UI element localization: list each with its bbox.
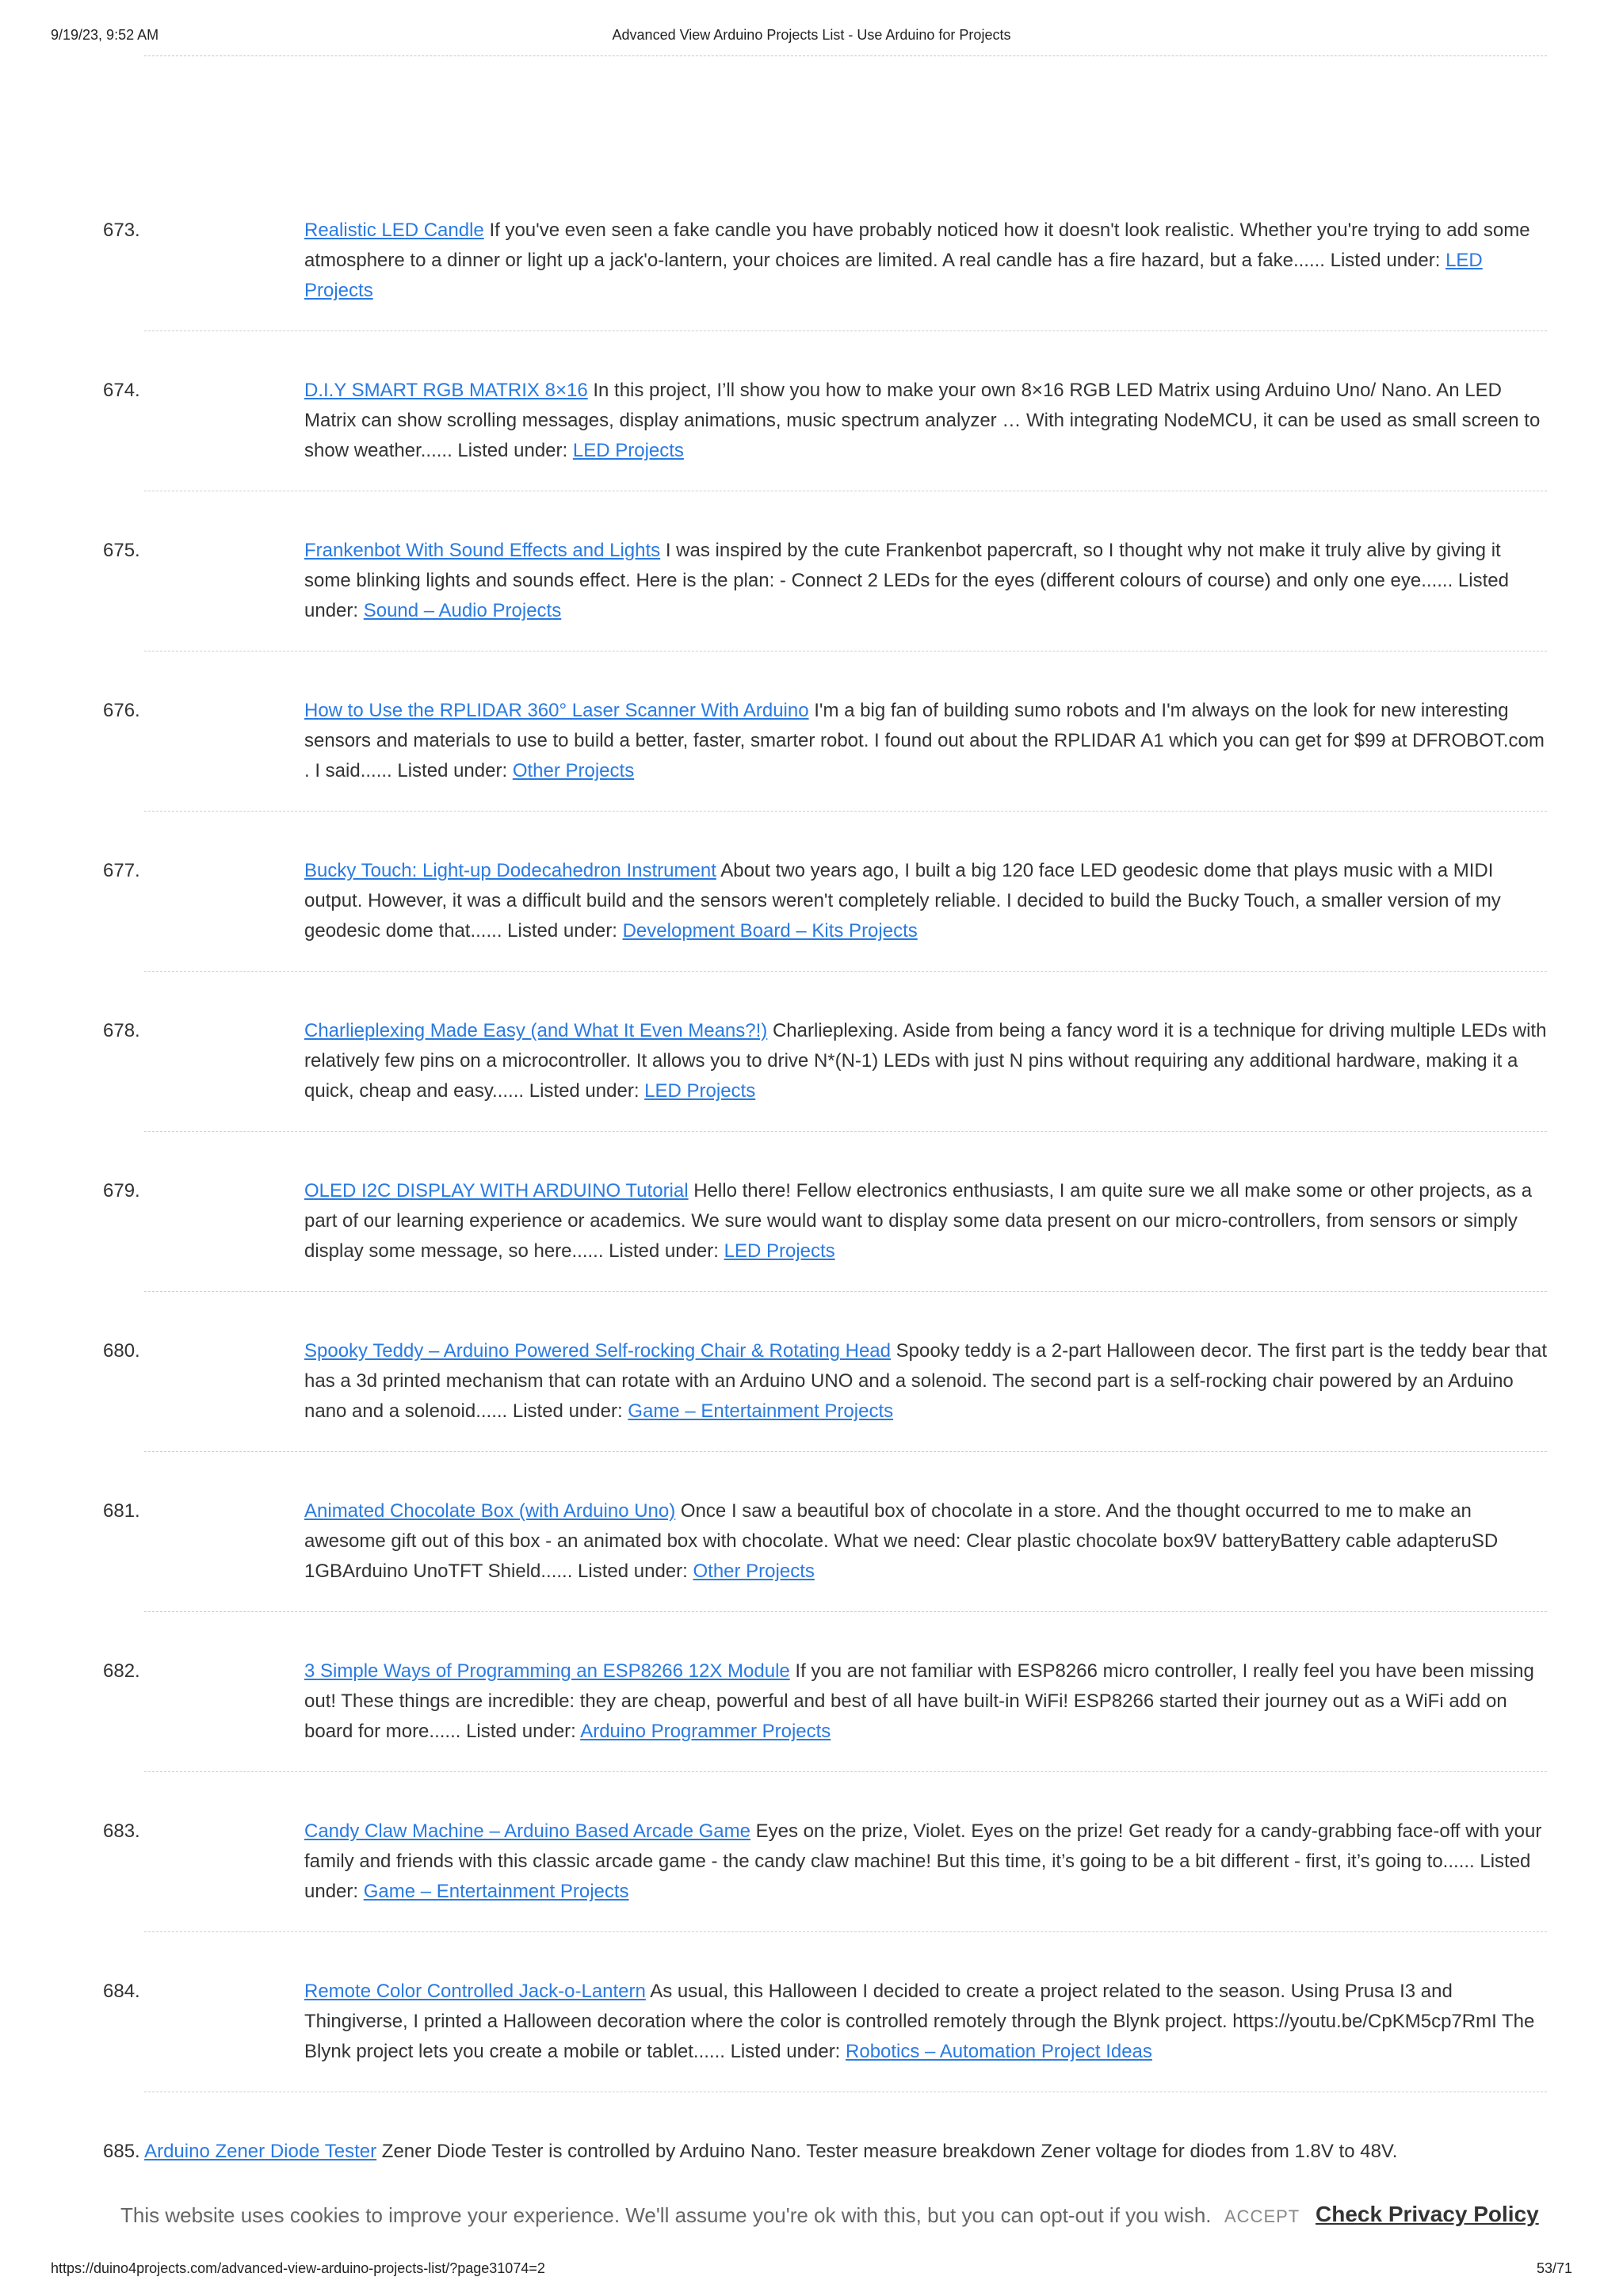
list-item [103, 1656, 1547, 1772]
print-footer [51, 2260, 1572, 2284]
project-link[interactable]: Charlieplexing Made Easy (and What It Even Means?!) [304, 1020, 768, 1041]
item-number: 678. [103, 1020, 140, 1041]
project-link[interactable]: Remote Color Controlled Jack-o-Lantern [304, 1981, 646, 2002]
project-link[interactable]: Spooky Teddy – Arduino Powered Self-rocking Chair & Rotating Head [304, 1340, 891, 1362]
item-description: Eyes on the prize, Violet. Eyes on the prize! Get ready for a candy-grabbing face-off with your family and friends with this classic arcade game - the candy claw machine! But this time, it’s going to be a bit different - first, it’s going to...... Listed under: [304, 1820, 1542, 1902]
item-description: If you are not familiar with ESP8266 micro controller, I really feel you have been missing out! These things are incredible: they are cheap, powerful and best of all have built-in WiFi! ESP8266 started their journey out as a WiFi add on board for more...... Listed under: [304, 1660, 1534, 1742]
category-link[interactable]: Robotics – Automation Project Ideas [846, 2041, 1152, 2062]
divider [144, 55, 1547, 56]
category-link[interactable]: Game – Entertainment Projects [628, 1400, 894, 1422]
item-description: If you've even seen a fake candle you have probably noticed how it doesn't look realistic. Whether you're trying to add some atmosphere to a dinner or light up a jack'o-lantern, your choices are limited. A real candle has a fire hazard, but a fake...... Listed under: [304, 220, 1530, 271]
list-item [103, 1817, 1547, 1932]
cookie-banner [0, 2192, 1623, 2240]
project-link[interactable]: OLED I2C DISPLAY WITH ARDUINO Tutorial [304, 1180, 689, 1201]
accept-button[interactable]: ACCEPT [1224, 2206, 1300, 2226]
item-description: I was inspired by the cute Frankenbot papercraft, so I thought why not make it truly alive by giving it some blinking lights and sounds effect. Here is the plan: - Connect 2 LEDs for the eyes (different colours of course) and only one eye...... Listed under: [304, 540, 1509, 621]
project-link[interactable]: D.I.Y SMART RGB MATRIX 8×16 [304, 380, 588, 401]
project-link[interactable]: Frankenbot With Sound Effects and Lights [304, 540, 661, 561]
list-item [103, 376, 1547, 491]
category-link[interactable]: LED Projects [572, 440, 684, 461]
item-body [304, 1656, 1547, 1747]
list-item [103, 856, 1547, 972]
item-description: In this project, I’ll show you how to make your own 8×16 RGB LED Matrix using Arduino Uno/ Nano. An LED Matrix can show scrolling messages, display animations, music spectrum analyzer … With integrating NodeMCU, it can be used as small screen to show weather...... Listed under: [304, 380, 1541, 461]
list-item [103, 1016, 1547, 1132]
category-link[interactable]: Arduino Programmer Projects [580, 1721, 831, 1742]
category-link[interactable]: Other Projects [512, 760, 635, 781]
list-item [103, 1496, 1547, 1612]
page-url: https://duino4projects.com/advanced-view-arduino-projects-list/?page31074=2 [51, 2260, 545, 2276]
item-body [304, 1977, 1547, 2067]
item-description: Charlieplexing. Aside from being a fancy word it is a technique for driving multiple LEDs with relatively few pins on a microcontroller. It allows you to drive N*(N-1) LEDs with just N pins without requiring any additional hardware, making it a quick, cheap and easy...... Listed under: [304, 1020, 1547, 1102]
project-link[interactable]: Candy Claw Machine – Arduino Based Arcade Game [304, 1820, 750, 1842]
item-description: As usual, this Halloween I decided to create a project related to the season. Using Prusa I3 and Thingiverse, I printed a Halloween decoration where the color is controlled remotely through the Blynk project. https://youtu.be/CpKM5cp7RmI The Blynk project lets you create a mobile or tablet...... Listed under: [304, 1981, 1535, 2062]
print-date: 9/19/23, 9:52 AM [51, 27, 159, 43]
item-description: Zener Diode Tester is controlled by Arduino Nano. Tester measure breakdown Zener voltage for diodes from 1.8V to 48V. [376, 2141, 1398, 2162]
item-description: Spooky teddy is a 2-part Halloween decor. The first part is the teddy bear that has a 3d printed mechanism that can rotate with an Arduino UNO and a solenoid. The second part is a self-rocking chair powered by an Arduino nano and a solenoid...... Listed under: [304, 1340, 1547, 1422]
category-link[interactable]: Game – Entertainment Projects [363, 1881, 629, 1902]
item-description: Once I saw a beautiful box of chocolate in a store. And the thought occurred to me to make an awesome gift out of this box - an animated box with chocolate. What we need: Clear plastic chocolate box9V batteryBattery cable adapteruSD 1GBArduino UnoTFT Shield...... Listed under: [304, 1500, 1499, 1582]
item-number: 679. [103, 1180, 140, 1201]
item-body [304, 1496, 1547, 1587]
print-title: Advanced View Arduino Projects List - Use Arduino for Projects [612, 27, 1011, 43]
category-link[interactable]: Other Projects [693, 1561, 815, 1582]
project-link[interactable]: Arduino Zener Diode Tester [144, 2141, 377, 2162]
item-body [304, 856, 1547, 946]
item-number: 677. [103, 860, 140, 881]
item-number: 681. [103, 1500, 140, 1522]
category-link[interactable]: LED Projects [644, 1080, 756, 1102]
item-body [304, 1817, 1547, 1907]
item-description: I'm a big fan of building sumo robots and I'm always on the look for new interesting sensors and materials to use to build a better, faster, smarter robot. I found out about the RPLIDAR A1 which you can get for $99 at DFROBOT.com . I said...... Listed under: [304, 700, 1545, 781]
item-body [304, 696, 1547, 786]
list-item [103, 696, 1547, 812]
project-link[interactable]: Animated Chocolate Box (with Arduino Uno) [304, 1500, 676, 1522]
project-list [0, 216, 1623, 2137]
item-body [304, 216, 1547, 306]
item-body [304, 1336, 1547, 1427]
print-header [51, 27, 1572, 51]
list-item [103, 1176, 1547, 1292]
category-link[interactable]: Sound – Audio Projects [363, 600, 562, 621]
list-item [103, 1336, 1547, 1452]
item-number: 676. [103, 700, 140, 721]
page-number: 53/71 [1536, 2260, 1572, 2276]
list-item [103, 2137, 1547, 2167]
item-number: 680. [103, 1340, 140, 1362]
item-number: 674. [103, 380, 140, 401]
category-link[interactable]: LED Projects [304, 250, 1483, 301]
item-number: 673. [103, 220, 140, 241]
list-item [103, 1977, 1547, 2092]
project-link[interactable]: Realistic LED Candle [304, 220, 484, 241]
project-link[interactable]: How to Use the RPLIDAR 360° Laser Scanner With Arduino [304, 700, 809, 721]
item-number: 685. [103, 2141, 140, 2162]
item-number: 684. [103, 1981, 140, 2002]
privacy-policy-link[interactable]: Check Privacy Policy [1316, 2202, 1539, 2226]
cookie-text: This website uses cookies to improve your experience. We'll assume you're ok with this, but you can opt-out if you wish. [120, 2203, 1212, 2227]
item-description: Hello there! Fellow electronics enthusiasts, I am quite sure we all make some or other projects, as a part of our learning experience or academics. We sure would want to display some data present on our micro-controllers, from sensors or simply display some message, so here...... Listed under: [304, 1180, 1533, 1262]
item-body [304, 1176, 1547, 1266]
item-description: About two years ago, I built a big 120 face LED geodesic dome that plays music with a MIDI output. However, it was a difficult build and the sensors weren't completely reliable. I decided to build the Bucky Touch, a smaller version of my geodesic dome that...... Listed under: [304, 860, 1501, 942]
list-item [103, 216, 1547, 331]
item-number: 683. [103, 1820, 140, 1842]
project-link[interactable]: 3 Simple Ways of Programming an ESP8266 12X Module [304, 1660, 790, 1682]
item-body [304, 376, 1547, 466]
item-number: 675. [103, 540, 140, 561]
item-body [304, 1016, 1547, 1106]
item-body [304, 536, 1547, 626]
item-number: 682. [103, 1660, 140, 1682]
category-link[interactable]: LED Projects [724, 1240, 835, 1262]
list-item [103, 536, 1547, 651]
project-link[interactable]: Bucky Touch: Light-up Dodecahedron Instrument [304, 860, 716, 881]
category-link[interactable]: Development Board – Kits Projects [622, 920, 918, 942]
